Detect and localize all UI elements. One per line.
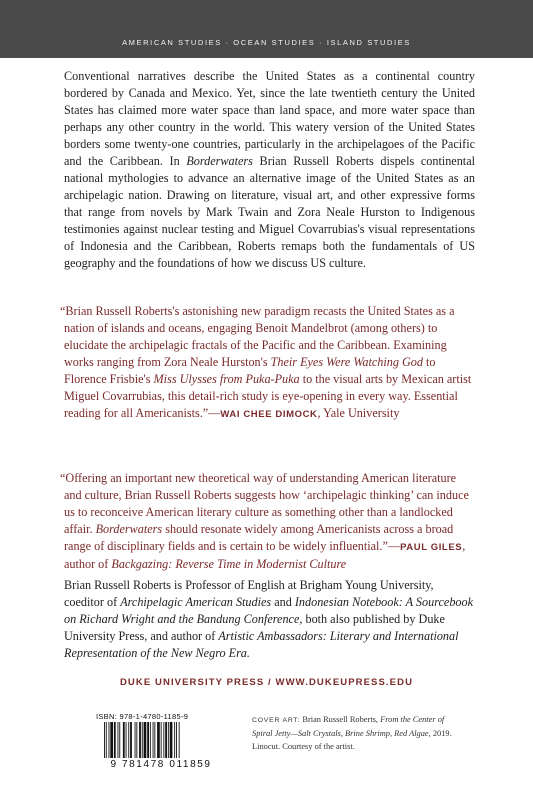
isbn-label: ISBN: 978-1-4780-1185-9 bbox=[96, 712, 189, 721]
description-text-1: Conventional narratives describe the United States as a continental country bordered by Canada and Mexico. Yet, since the late twentieth century the United States has claimed more water space than land space, and more water space than perhaps any other country in the world. This watery version of the United States borders some twenty-one countries, particularly in the archipelagoes of the Pacific and the Caribbean. In bbox=[64, 69, 475, 168]
blurb1-title-2: Miss Ulysses from Puka-Puka bbox=[153, 372, 300, 386]
publisher-line: DUKE UNIVERSITY PRESS / WWW.DUKEUPRESS.EDU bbox=[119, 677, 414, 688]
cover-art-title: From the Center of Spiral Jetty—Salt Crystals, Brine Shrimp, Red Algae, bbox=[252, 715, 445, 738]
header-band bbox=[0, 0, 533, 58]
barcode-bars bbox=[104, 722, 218, 758]
isbn-barcode bbox=[96, 712, 226, 770]
blurb2-text-c: , author of bbox=[64, 539, 466, 571]
description-book-title: Borderwaters bbox=[186, 154, 253, 168]
endorsement-dimock bbox=[60, 303, 475, 423]
bio-title-1: Archipelagic American Studies bbox=[120, 595, 272, 609]
cover-art-text-b: 2019. Linocut. Courtesy of the artist. bbox=[252, 729, 452, 751]
book-description bbox=[64, 68, 475, 272]
blurb1-title-1: Their Eyes Were Watching God bbox=[270, 355, 423, 369]
author-bio bbox=[64, 577, 475, 662]
bio-title-2: Indonesian Notebook: A Sourcebook on Richard Wright and the Bandung Conference, bbox=[64, 595, 474, 626]
blurb2-text-a: “Offering an important new theoretical way of understanding American literature and culture, Brian Russell Roberts suggests how ‘archipelagic thinking’ can induce us to reconceive American literary culture as something other than a landlocked affair. bbox=[60, 471, 469, 536]
bio-title-3: Artistic Ambassadors: Literary and International Representation of the New Negro Era. bbox=[64, 629, 459, 660]
blurb1-text-c: to the visual arts by Mexican artist Miguel Covarrubias, this detail-rich study is eye-opening in every way. Essential reading for all Americanists.”— bbox=[64, 372, 472, 420]
cover-art-text-a: Brian Russell Roberts, bbox=[300, 715, 381, 724]
blurb2-title-1: Borderwaters bbox=[95, 522, 163, 536]
cover-art-credit bbox=[252, 713, 452, 753]
blurb1-affiliation: , Yale University bbox=[317, 406, 400, 420]
blurb2-title-2: Backgazing: Reverse Time in Modernist Culture bbox=[111, 557, 347, 571]
subject-categories: AMERICAN STUDIES · OCEAN STUDIES · ISLAND STUDIES bbox=[122, 38, 411, 47]
endorsement-giles bbox=[60, 470, 475, 573]
blurb2-author: PAUL GILES bbox=[400, 542, 463, 553]
blurb1-text-a: “Brian Russell Roberts's astonishing new paradigm recasts the United States as a nation of islands and oceans, engaging Benoit Mandelbrot (among others) to elucidate the archipelagic fractals of the Pacific and the Caribbean. Examining works ranging from Zora Neale Hurston's bbox=[60, 304, 455, 369]
barcode-digits: 9 781478 011859 bbox=[110, 759, 212, 770]
bio-text-a: Brian Russell Roberts is Professor of English at Brigham Young University, coeditor of bbox=[64, 578, 434, 609]
blurb2-text-b: should resonate widely among Americanists across a broad range of disciplinary fields and is certain to be widely influential.”— bbox=[64, 522, 454, 553]
blurb1-author: WAI CHEE DIMOCK bbox=[220, 409, 318, 420]
bio-text-b: and bbox=[271, 595, 295, 609]
bio-text-c: both also published by Duke University Press, and author of bbox=[64, 612, 445, 643]
description-text-2: Brian Russell Roberts dispels continental national mythologies to advance an alternative image of the United States as an archipelagic nation. Drawing on literature, visual art, and other expressive forms that range from novels by Mark Twain and Zora Neale Hurston to Indigenous testimonies against nuclear testing and Miguel Covarrubias's visual representations of Indonesia and the Caribbean, Roberts remaps both the fundamentals of US geography and the foundations of how we discuss US culture. bbox=[64, 154, 475, 270]
cover-art-label: COVER ART: bbox=[252, 717, 301, 724]
blurb1-text-b: to Florence Frisbie's bbox=[64, 355, 436, 386]
